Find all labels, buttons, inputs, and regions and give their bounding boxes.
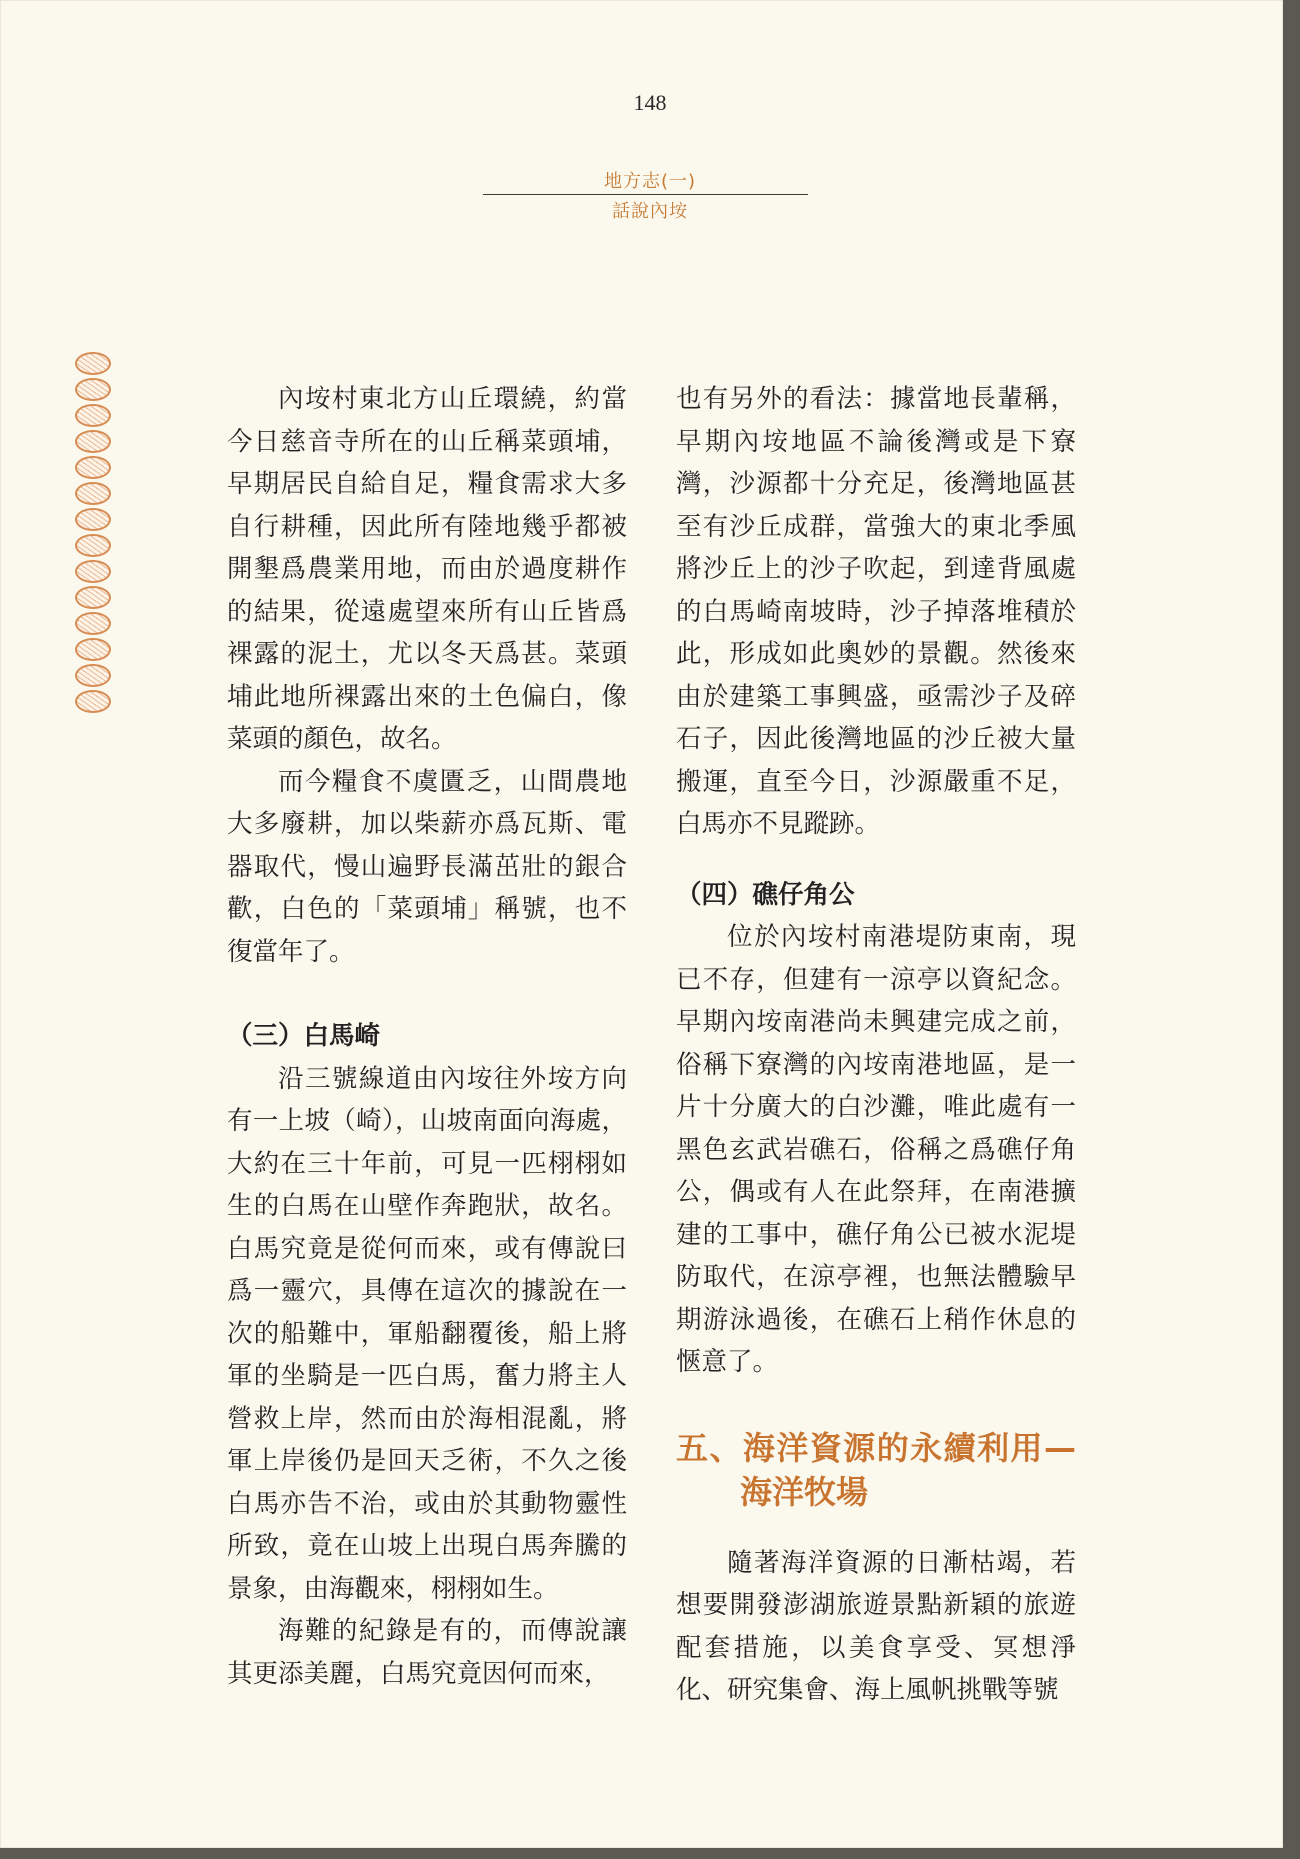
spacer bbox=[227, 973, 627, 1015]
ornament-bead-icon bbox=[75, 534, 111, 557]
ornament-bead-icon bbox=[75, 508, 111, 531]
decorative-border-icon bbox=[71, 352, 119, 716]
chapter-heading: 五、海洋資源的永續利用—海洋牧場 bbox=[676, 1428, 1076, 1511]
text-column-left bbox=[227, 378, 627, 1695]
spacer bbox=[676, 1514, 1076, 1542]
header-divider bbox=[483, 194, 808, 195]
text-column-right bbox=[676, 378, 1076, 1712]
ornament-bead-icon bbox=[75, 560, 111, 583]
section-heading: （四）礁仔角公 bbox=[676, 879, 855, 910]
ornament-bead-icon bbox=[75, 664, 111, 687]
paragraph: 隨著海洋資源的日漸枯竭，若想要開發澎湖旅遊景點新穎的旅遊配套措施，以美食享受、冥想淨化、研究集會、海上風帆挑戰等號 bbox=[676, 1547, 1076, 1705]
running-header-subtitle: 話說內垵 bbox=[612, 201, 688, 222]
ornament-bead-icon bbox=[75, 378, 111, 401]
ornament-bead-icon bbox=[75, 482, 111, 505]
ornament-bead-icon bbox=[75, 456, 111, 479]
paragraph: 內垵村東北方山丘環繞，約當今日慈音寺所在的山丘稱菜頭埔，早期居民自給自足，糧食需求大多自行耕種，因此所有陸地幾乎都被開墾爲農業用地，而由於過度耕作的結果，從遠處望來所有山丘皆爲裸露的泥土，尤以冬天爲甚。菜頭埔此地所裸露出來的土色偏白，像菜頭的顏色，故名。 bbox=[227, 384, 627, 754]
ornament-bead-icon bbox=[75, 638, 111, 661]
paragraph: 也有另外的看法：據當地長輩稱，早期內垵地區不論後灣或是下寮灣，沙源都十分充足，後灣地區甚至有沙丘成群，當強大的東北季風將沙丘上的沙子吹起，到達背風處的白馬崎南坡時，沙子掉落堆積於此，形成如此奧妙的景觀。然後來由於建築工事興盛，亟需沙子及碎石子，因此後灣地區的沙丘被大量搬運，直至今日，沙源嚴重不足，白馬亦不見蹤跡。 bbox=[676, 384, 1076, 839]
ornament-bead-icon bbox=[75, 430, 111, 453]
paragraph: 沿三號線道由內垵往外垵方向有一上坡（崎），山坡南面向海處，大約在三十年前，可見一匹栩栩如生的白馬在山壁作奔跑狀，故名。白馬究竟是從何而來，或有傳說曰爲一靈穴，具傳在這次的據說在一次的船難中，軍船翻覆後，船上將軍的坐騎是一匹白馬，奮力將主人營救上岸，然而由於海相混亂，將軍上岸後仍是回天乏術，不久之後白馬亦告不治，或由於其動物靈性所致，竟在山坡上出現白馬奔騰的景象，由海觀來，栩栩如生。 bbox=[227, 1063, 627, 1604]
ornament-bead-icon bbox=[75, 690, 111, 713]
paragraph: 位於內垵村南港堤防東南，現已不存，但建有一涼亭以資紀念。早期內垵南港尚未興建完成之前，俗稱下寮灣的內垵南港地區，是一片十分廣大的白沙灘，唯此處有一黑色玄武岩礁石，俗稱之爲礁仔角公，偶或有人在此祭拜，在南港擴建的工事中，礁仔角公已被水泥堤防取代，在涼亭裡，也無法體驗早期游泳過後，在礁石上稍作休息的愜意了。 bbox=[676, 922, 1076, 1377]
spacer bbox=[676, 1384, 1076, 1426]
paragraph: 海難的紀錄是有的，而傳說讓其更添美麗，白馬究竟因何而來， bbox=[227, 1616, 627, 1689]
ornament-bead-icon bbox=[75, 404, 111, 427]
section-heading: （三）白馬崎 bbox=[227, 1021, 381, 1051]
running-header-title: 地方志(一) bbox=[603, 171, 697, 192]
page-number: 148 bbox=[633, 90, 667, 115]
ornament-bead-icon bbox=[75, 352, 111, 375]
ornament-bead-icon bbox=[75, 612, 111, 635]
ornament-bead-icon bbox=[75, 586, 111, 609]
paragraph: 而今糧食不虞匱乏，山間農地大多廢耕，加以柴薪亦爲瓦斯、電器取代，慢山遍野長滿茁壯的銀合歡，白色的「菜頭埔」稱號，也不復當年了。 bbox=[227, 766, 627, 967]
spacer bbox=[676, 846, 1076, 874]
